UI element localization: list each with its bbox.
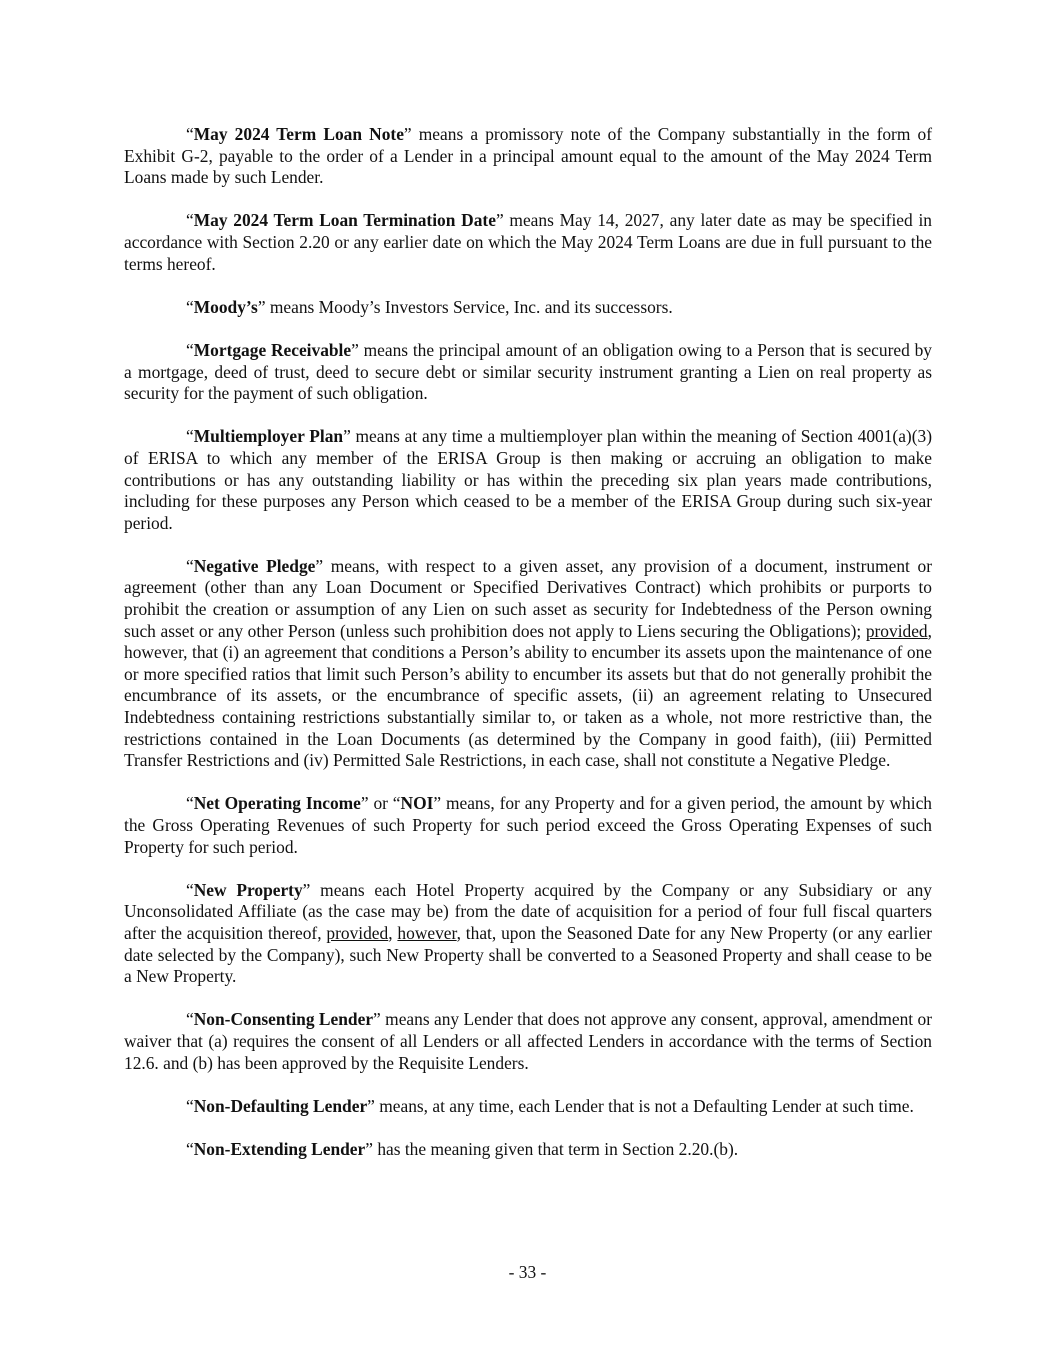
defined-term: Moody’s [193, 296, 258, 317]
defined-term: Non-Defaulting Lender [193, 1095, 368, 1116]
definition-may-2024-term-loan-termination-date: “May 2024 Term Loan Termination Date” means May 14, 2027, any later date as may be specified in accordance with Section 2.20 or any earlier date on which the May 2024 Term Loans are due in full pursuant to the terms hereof. [124, 210, 932, 274]
definition-non-extending-lender: “Non-Extending Lender” has the meaning given that term in Section 2.20.(b). [186, 1138, 739, 1159]
page-number: - 33 - [508, 1262, 547, 1282]
defined-term: Mortgage Receivable [193, 339, 352, 360]
defined-term: Non-Extending Lender [193, 1138, 366, 1159]
definition-non-defaulting-lender: “Non-Defaulting Lender” means, at any time, each Lender that is not a Defaulting Lender at such time. [186, 1095, 914, 1116]
definition-multiemployer-plan: “Multiemployer Plan” means at any time a multiemployer plan within the meaning of Section 4001(a)(3) of ERISA to which any member of the ERISA Group is then making or accruing an obligation to make contributions or has any outstanding liability or has within the preceding six plan years made contributions, including for these purposes any Person which ceased to be a member of the ERISA Group during such six-year period. [124, 426, 932, 533]
underlined-term: however [397, 922, 457, 943]
definition-non-consenting-lender: “Non-Consenting Lender” means any Lender that does not approve any consent, approval, amendment or waiver that (a) requires the consent of all Lenders or all affected Lenders in accordance with the terms of Section 12.6. and (b) has been approved by the Requisite Lenders. [124, 1009, 932, 1073]
defined-term: May 2024 Term Loan Note [193, 124, 404, 144]
document-page [124, 124, 932, 1182]
defined-term: New Property [193, 879, 303, 900]
underlined-term: provided [326, 922, 389, 943]
definition-negative-pledge: “Negative Pledge” means, with respect to a given asset, any provision of a document, instrument or agreement (other than any Loan Document or Specified Derivatives Contract) which prohibits or purports to prohibit the creation or assumption of any Lien on such asset as security for Indebtedness of the Person owning such asset or any other Person (unless such prohibition does not apply to Liens securing the Obligations); provided, however, that (i) an agreement that conditions a Person’s ability to encumber its assets upon the maintenance of one or more specified ratios that limit such Person’s ability to encumber its assets but that do not generally prohibit the encumbrance of its assets, or the encumbrance of specific assets, (ii) an agreement relating to Unsecured Indebtedness containing restrictions substantially similar to, or taken as a whole, not more restrictive than, the restrictions contained in the Loan Documents (as determined by the Company in good faith), (iii) Permitted Transfer Restrictions and (iv) Permitted Sale Restrictions, in each case, shall not constitute a Negative Pledge. [124, 555, 932, 771]
defined-term: Net Operating Income [193, 793, 361, 814]
defined-term: Non-Consenting Lender [193, 1009, 374, 1030]
underlined-term: provided [865, 620, 928, 641]
defined-term: Negative Pledge [193, 555, 316, 576]
definition-may-2024-term-loan-note: “May 2024 Term Loan Note” means a promissory note of the Company substantially in the form of Exhibit G-2, payable to the order of a Lender in a principal amount equal to the amount of the May 2024 Term Loans made by such Lender. [124, 124, 932, 188]
definition-net-operating-income: “Net Operating Income” or “NOI” means, for any Property and for a given period, the amount by which the Gross Operating Revenues of such Property for such period exceed the Gross Operating Expenses of such Property for such period. [124, 793, 932, 857]
defined-term: May 2024 Term Loan Termination Date [193, 210, 496, 231]
defined-term: NOI [400, 793, 434, 814]
definition-moodys: “Moody’s” means Moody’s Investors Service, Inc. and its successors. [186, 296, 673, 317]
definition-mortgage-receivable: “Mortgage Receivable” means the principal amount of an obligation owing to a Person that is secured by a mortgage, deed of trust, deed to secure debt or similar security instrument granting a Lien on real property as security for the payment of such obligation. [124, 339, 932, 404]
defined-term: Multiemployer Plan [193, 426, 344, 447]
definition-new-property: “New Property” means each Hotel Property acquired by the Company or any Subsidiary or any Unconsolidated Affiliate (as the case may be) from the date of acquisition for a period of four full fiscal quarters after the acquisition thereof, provided, however, that, upon the Seasoned Date for any New Property (or any earlier date selected by the Company), such New Property shall be converted to a Seasoned Property and shall cease to be a New Property. [124, 879, 932, 987]
